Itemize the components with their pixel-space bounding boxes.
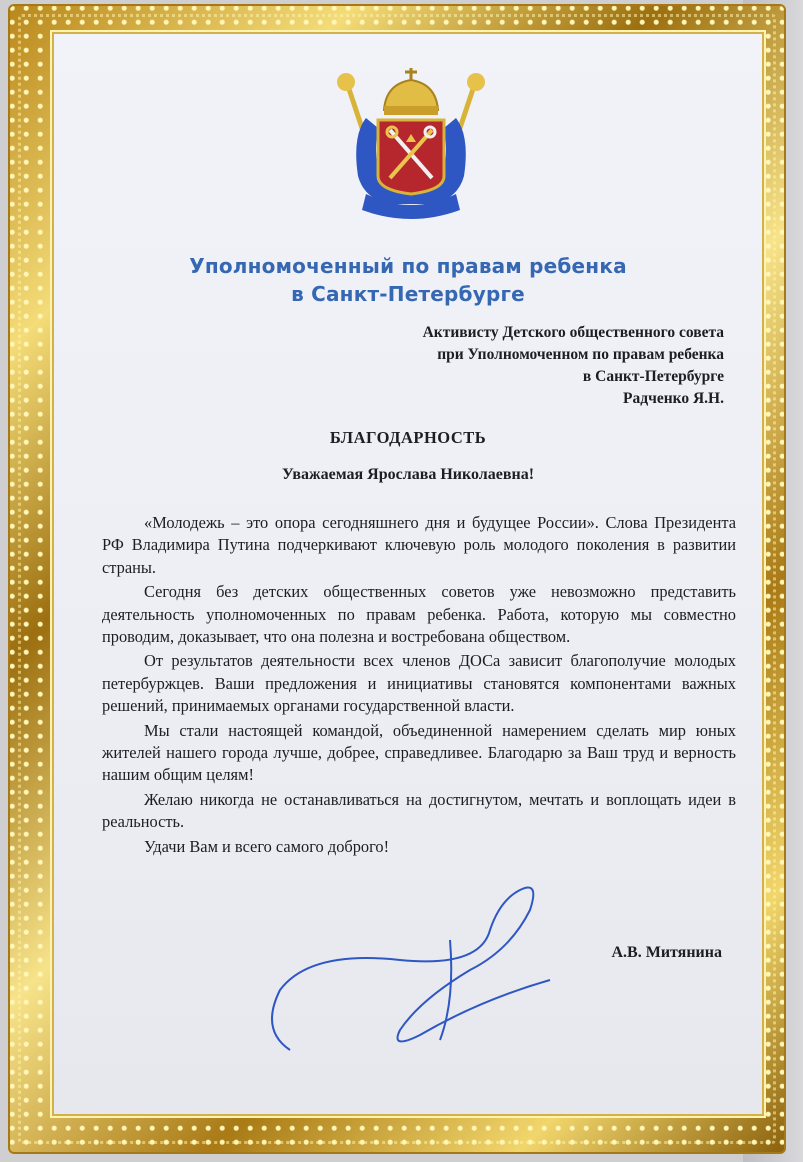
addressee-line4: Радченко Я.Н. [623, 390, 724, 407]
paragraph-1: «Молодежь – это опора сегодняшнего дня и будущее России». Слова Президента РФ Владимира Путина подчеркивают ключевую роль молодого поколения в развитии страны. [102, 513, 736, 577]
paragraph-4: Мы стали настоящей командой, объединенной намерением сделать мир юных жителей нашего города лучше, добрее, справедливее. Благодарю за Ваш труд и верность нашим общим целям! [102, 720, 736, 785]
signer-name: А.В. Митянина [611, 944, 722, 961]
addressee [423, 322, 724, 410]
paragraph-2: Сегодня без детских общественных советов уже невозможно представить деятельность уполномоченных по правам ребенка. Работа, которую мы совместно проводим, доказывает, что она полезна и востребована обществом. [102, 582, 736, 647]
addressee-line3: в Санкт-Петербурге [582, 368, 724, 385]
gold-frame [8, 4, 786, 1154]
greeting: Уважаемая Ярослава Николаевна! [281, 466, 535, 483]
org-name-line2: в Санкт-Петербурге [291, 282, 525, 306]
org-name-line1: Уполномоченный по правам ребенка [189, 254, 627, 278]
paragraph-5: Желаю никогда не останавливаться на достигнутом, мечтать и воплощать идеи в реальность. [102, 789, 736, 832]
addressee-line2: при Уполномоченном по правам ребенка [437, 346, 724, 363]
addressee-line1: Активисту Детского общественного совета [422, 324, 724, 341]
certificate-paper [54, 34, 762, 1114]
coat-of-arms-icon [326, 66, 496, 226]
paragraph-6: Удачи Вам и всего самого доброго! [144, 836, 390, 856]
signature-icon [250, 860, 570, 1060]
document-title: БЛАГОДАРНОСТЬ [329, 428, 487, 447]
paragraph-3: От результатов деятельности всех членов ДОСа зависит благополучие молодых петербуржцев. Ваши предложения и инициативы становятся компонентами важных решений, принимаемых органами государственной власти. [102, 651, 736, 716]
letter-body [102, 512, 736, 858]
